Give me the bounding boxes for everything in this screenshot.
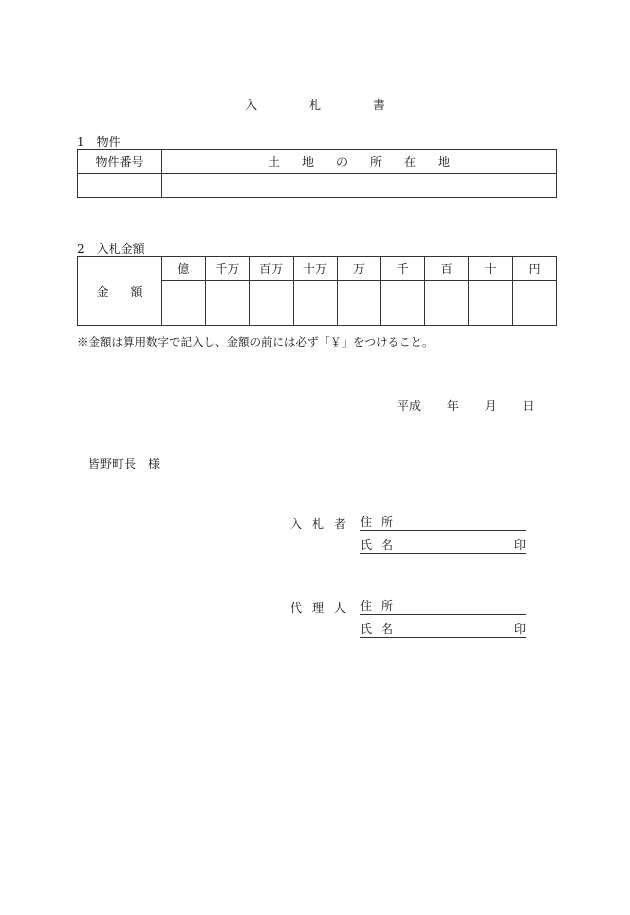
agent-address-label: 住 所 (360, 599, 394, 613)
digit-cell[interactable] (162, 281, 206, 326)
digit-cell[interactable] (513, 281, 557, 326)
title-char: 札 (308, 98, 321, 112)
agent-name-label: 氏 名 (360, 622, 394, 636)
agent-name-field[interactable] (360, 622, 526, 638)
digit-cell[interactable] (293, 281, 337, 326)
property-location-header: 土 地 の 所 在 地 (162, 150, 557, 174)
section2-label: 2 入札金額 (77, 242, 145, 256)
digit-cell[interactable] (469, 281, 513, 326)
amount-note: ※金額は算用数字で記入し、金額の前には必ず「￥」をつけること。 (77, 335, 434, 349)
bidder-address-field[interactable] (360, 515, 526, 531)
digit-header: 万 (337, 257, 381, 281)
digit-header: 億 (162, 257, 206, 281)
digit-cell[interactable] (381, 281, 425, 326)
digit-header: 十万 (293, 257, 337, 281)
title-char: 入 (245, 98, 258, 112)
digit-cell[interactable] (425, 281, 469, 326)
bidder-address-label: 住 所 (360, 515, 394, 529)
digit-cell[interactable] (337, 281, 381, 326)
property-number-cell[interactable] (78, 174, 162, 198)
date-month: 月 (484, 399, 497, 413)
bidder-name-label: 氏 名 (360, 538, 394, 552)
agent-seal-mark: 印 (513, 622, 526, 636)
digit-header: 十 (469, 257, 513, 281)
document-title (0, 96, 630, 113)
property-number-header: 物件番号 (78, 150, 162, 174)
bidder-seal-mark: 印 (513, 538, 526, 552)
digit-cell[interactable] (205, 281, 249, 326)
digit-header: 千万 (205, 257, 249, 281)
property-location-cell[interactable] (162, 174, 557, 198)
digit-header: 千 (381, 257, 425, 281)
digit-header: 百万 (249, 257, 293, 281)
date-era: 平成 (397, 399, 422, 413)
bidder-name-field[interactable] (360, 538, 526, 554)
agent-role: 代 理 人 (290, 601, 347, 615)
digit-header: 百 (425, 257, 469, 281)
digit-header: 円 (513, 257, 557, 281)
date-day: 日 (522, 399, 535, 413)
amount-table (77, 256, 557, 326)
title-char: 書 (372, 98, 385, 112)
property-table (77, 149, 557, 198)
section1-label: 1 物件 (77, 135, 121, 149)
date-line (397, 397, 535, 414)
amount-row-label: 金 額 (78, 257, 162, 326)
addressee: 皆野町長 様 (88, 457, 161, 471)
date-year: 年 (446, 399, 459, 413)
bidder-role: 入 札 者 (290, 517, 347, 531)
digit-cell[interactable] (249, 281, 293, 326)
agent-address-field[interactable] (360, 599, 526, 615)
